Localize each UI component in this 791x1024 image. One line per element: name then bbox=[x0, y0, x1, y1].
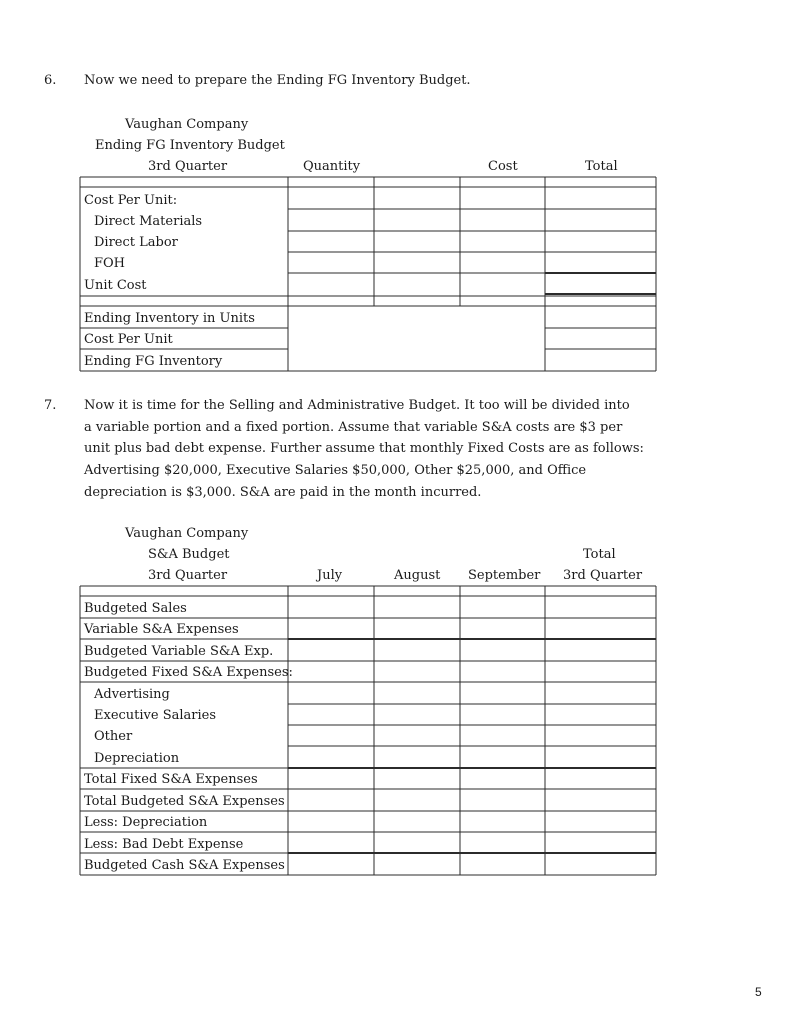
fg-budget-title: Ending FG Inventory Budget bbox=[95, 138, 285, 153]
instruction-7-line: depreciation is $3,000. S&A are paid in the month incurred. bbox=[84, 484, 482, 500]
fg-column-cost: Cost bbox=[488, 159, 518, 174]
sa-row-budgeted-variable: Budgeted Variable S&A Exp. bbox=[84, 644, 274, 659]
sa-row-less-bad-debt: Less: Bad Debt Expense bbox=[84, 837, 244, 852]
fg-row-direct-labor: Direct Labor bbox=[94, 235, 178, 250]
sa-row-total-budgeted: Total Budgeted S&A Expenses bbox=[84, 794, 285, 809]
sa-row-depreciation: Depreciation bbox=[94, 751, 180, 766]
sa-column-august: August bbox=[394, 568, 441, 583]
sa-column-3rd-quarter: 3rd Quarter bbox=[563, 568, 643, 583]
fg-row-ending-inventory-units: Ending Inventory in Units bbox=[84, 311, 255, 326]
fg-row-cost-per-unit-2: Cost Per Unit bbox=[84, 332, 173, 347]
sa-total-header: Total bbox=[583, 547, 616, 562]
sa-row-other: Other bbox=[94, 729, 133, 744]
question-number-7: 7. bbox=[44, 398, 57, 413]
sa-row-variable-expenses: Variable S&A Expenses bbox=[84, 622, 239, 637]
sa-row-less-depreciation: Less: Depreciation bbox=[84, 815, 208, 830]
fg-column-total: Total bbox=[585, 159, 618, 174]
instruction-6: Now we need to prepare the Ending FG Inventory Budget. bbox=[84, 73, 471, 88]
sa-column-september: September bbox=[468, 568, 541, 583]
sa-row-budgeted-fixed: Budgeted Fixed S&A Expenses: bbox=[84, 665, 293, 680]
fg-company-name: Vaughan Company bbox=[125, 117, 249, 132]
fg-column-quantity: Quantity bbox=[303, 159, 361, 174]
question-number-6: 6. bbox=[44, 73, 57, 88]
instruction-7-line: Now it is time for the Selling and Administrative Budget. It too will be divided into bbox=[84, 398, 630, 413]
sa-row-budgeted-cash: Budgeted Cash S&A Expenses bbox=[84, 858, 285, 873]
instruction-7-line: Advertising $20,000, Executive Salaries $50,000, Other $25,000, and Office bbox=[84, 463, 587, 479]
sa-period-label: 3rd Quarter bbox=[148, 568, 228, 583]
fg-row-direct-materials: Direct Materials bbox=[94, 214, 203, 229]
sa-row-budgeted-sales: Budgeted Sales bbox=[84, 601, 187, 616]
page-number: 5 bbox=[755, 985, 762, 999]
sa-row-advertising: Advertising bbox=[94, 687, 170, 702]
sa-company-name: Vaughan Company bbox=[125, 526, 249, 541]
sa-row-executive-salaries: Executive Salaries bbox=[94, 708, 217, 723]
sa-row-total-fixed: Total Fixed S&A Expenses bbox=[84, 772, 258, 787]
fg-period-label: 3rd Quarter bbox=[148, 159, 228, 174]
instruction-7-line: unit plus bad debt expense. Further assume that monthly Fixed Costs are as follows: bbox=[84, 441, 644, 457]
fg-row-unit-cost: Unit Cost bbox=[84, 278, 147, 293]
instruction-7-line: a variable portion and a fixed portion. Assume that variable S&A costs are $3 per bbox=[84, 419, 623, 435]
fg-row-foh: FOH bbox=[94, 256, 126, 271]
sa-column-july: July bbox=[317, 568, 343, 583]
fg-row-cost-per-unit: Cost Per Unit: bbox=[84, 193, 178, 208]
fg-row-ending-fg-inventory: Ending FG Inventory bbox=[84, 354, 223, 369]
sa-budget-title: S&A Budget bbox=[148, 547, 230, 562]
